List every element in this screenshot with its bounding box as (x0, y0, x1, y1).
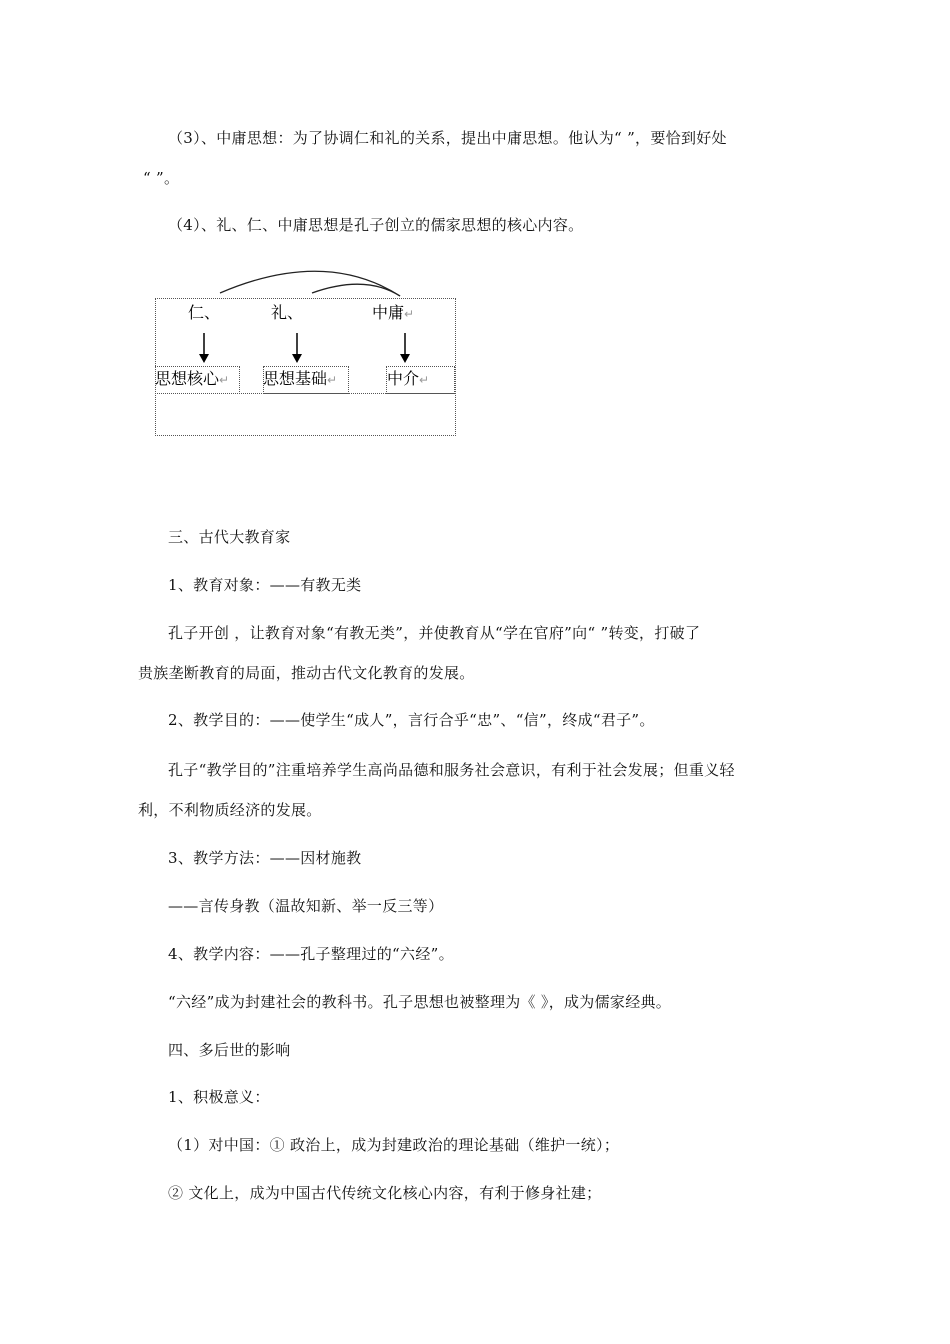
item-teaching-method: 3、教学方法：——因材施教 (168, 849, 362, 867)
label-zhongjie: 中介↵ (387, 369, 430, 388)
ren-li-zhongyong-diagram (150, 260, 460, 440)
item-positive-significance: 1、积极意义： (168, 1088, 270, 1106)
item-education-object-desc-line1: 孔子开创 ，让教育对象“有教无类”，并使教育从“学在官府”向“ ”转变，打破了 (168, 624, 701, 642)
label-ren: 仁、 (188, 303, 221, 322)
paragraph-zhongyong-line1: （3）、中庸思想：为了协调仁和礼的关系，提出中庸思想。他认为“ ”，要恰到好处 (168, 129, 727, 147)
paragraph-core-content: （4）、礼、仁、中庸思想是孔子创立的儒家思想的核心内容。 (168, 216, 584, 234)
item-teaching-purpose-desc-line1: 孔子“教学目的”注重培养学生高尚品德和服务社会意识，有利于社会发展；但重义轻 (168, 761, 735, 779)
paragraph-zhongyong-line2: “ ”。 (143, 169, 180, 187)
return-mark: ↵ (404, 307, 415, 321)
arc-li-to-zhongyong (312, 284, 400, 296)
item-education-object-desc-line2: 贵族垄断教育的局面，推动古代文化教育的发展。 (138, 664, 475, 682)
section-heading-educator: 三、古代大教育家 (168, 528, 291, 546)
item-teaching-purpose: 2、教学目的：——使学生“成人”，言行合乎“忠”、“信”，终成“君子”。 (168, 711, 655, 729)
item-teaching-content-desc: “六经”成为封建社会的教科书。孔子思想也被整理为《 》，成为儒家经典。 (168, 993, 672, 1011)
return-mark: ↵ (327, 373, 338, 387)
item-education-object: 1、教育对象：——有教无类 (168, 576, 362, 594)
item-teaching-content: 4、教学内容：——孔子整理过的“六经”。 (168, 945, 454, 963)
label-li: 礼、 (271, 303, 304, 322)
return-mark: ↵ (419, 373, 430, 387)
item-teaching-method-b: ——言传身教（温故知新、举一反三等） (168, 897, 444, 915)
label-sixiang-hexin: 思想核心↵ (155, 369, 230, 388)
label-sixiang-jichu: 思想基础↵ (263, 369, 338, 388)
item-positive-china-politics: （1）对中国：① 政治上，成为封建政治的理论基础（维护一统）； (168, 1136, 620, 1154)
item-positive-china-culture: ② 文化上，成为中国古代传统文化核心内容，有利于修身社建； (168, 1184, 602, 1202)
item-teaching-purpose-desc-line2: 利，不利物质经济的发展。 (138, 801, 322, 819)
arc-ren-to-zhongyong (220, 271, 400, 296)
section-heading-influence: 四、多后世的影响 (168, 1041, 291, 1059)
label-zhongyong: 中庸↵ (372, 303, 415, 322)
return-mark: ↵ (219, 373, 230, 387)
